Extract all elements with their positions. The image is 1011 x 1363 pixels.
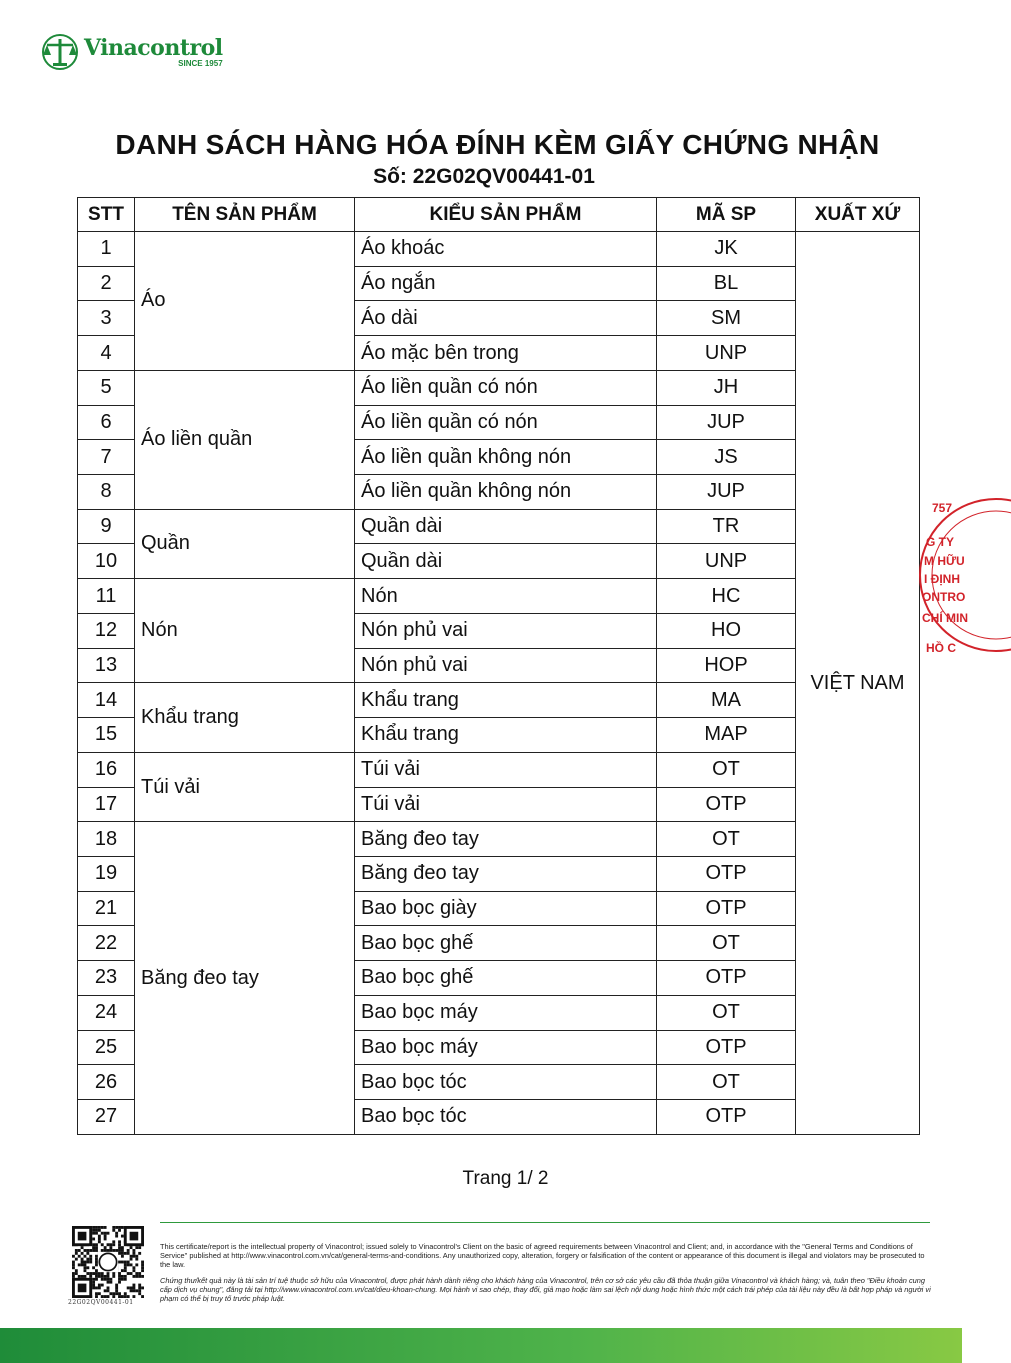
row-stt: 25 bbox=[78, 1030, 135, 1065]
stamp-line-1: 757 bbox=[932, 501, 953, 515]
product-type-cell: Khẩu trang bbox=[355, 683, 657, 718]
product-name-cell: Túi vải bbox=[135, 752, 355, 821]
product-code-cell: OT bbox=[657, 995, 796, 1030]
product-type-cell: Băng đeo tay bbox=[355, 856, 657, 891]
product-name-cell: Nón bbox=[135, 579, 355, 683]
product-code-cell: UNP bbox=[657, 544, 796, 579]
product-type-cell: Quần dài bbox=[355, 544, 657, 579]
col-header-product-type: KIỂU SẢN PHẨM bbox=[355, 198, 657, 232]
product-type-cell: Bao bọc ghế bbox=[355, 961, 657, 996]
product-type-cell: Bao bọc máy bbox=[355, 995, 657, 1030]
product-type-cell: Quần dài bbox=[355, 509, 657, 544]
product-type-cell: Áo liền quần có nón bbox=[355, 405, 657, 440]
footer-brand-bar bbox=[0, 1328, 962, 1363]
product-name-cell: Khẩu trang bbox=[135, 683, 355, 752]
brand-since: SINCE 1957 bbox=[178, 58, 223, 68]
col-header-product-code: MÃ SP bbox=[657, 198, 796, 232]
footer-legal-english: This certificate/report is the intellectual property of Vinacontrol; issued solely to Vinacontrol's Client on the basic of agreed requirements between Vinacontrol and Client; and, in accordance with the "General Terms and Conditions of Service" published at http://www.vinacontrol.com.vn/cat/general-terms-and-conditions. Any unauthorized copy, alteration, forgery or falsification of the content or appearance of this document is illegal and violators may be prosecuted to the law. bbox=[160, 1242, 925, 1269]
row-stt: 2 bbox=[78, 266, 135, 301]
row-stt: 12 bbox=[78, 613, 135, 648]
product-code-cell: OTP bbox=[657, 787, 796, 822]
col-header-product-name: TÊN SẢN PHẨM bbox=[135, 198, 355, 232]
stamp-line-3: M HỮU bbox=[924, 554, 965, 568]
product-type-cell: Áo ngắn bbox=[355, 266, 657, 301]
product-type-cell: Áo khoác bbox=[355, 232, 657, 267]
table-row bbox=[78, 579, 920, 614]
stamp-seal-icon bbox=[918, 490, 998, 660]
stamp-line-5: ONTRO bbox=[922, 590, 966, 604]
stamp-line-2: G TY bbox=[926, 535, 955, 549]
product-type-cell: Bao bọc tóc bbox=[355, 1099, 657, 1134]
table-header-row bbox=[78, 198, 920, 232]
vinacontrol-logo bbox=[40, 33, 223, 71]
product-code-cell: JS bbox=[657, 440, 796, 475]
product-code-cell: UNP bbox=[657, 336, 796, 371]
row-stt: 11 bbox=[78, 579, 135, 614]
row-stt: 19 bbox=[78, 856, 135, 891]
product-name-cell: Áo liền quần bbox=[135, 370, 355, 509]
row-stt: 9 bbox=[78, 509, 135, 544]
row-stt: 15 bbox=[78, 718, 135, 753]
product-code-cell: OTP bbox=[657, 1099, 796, 1134]
row-stt: 23 bbox=[78, 961, 135, 996]
product-type-cell: Túi vải bbox=[355, 752, 657, 787]
company-stamp bbox=[918, 490, 968, 660]
product-name-cell: Áo bbox=[135, 232, 355, 371]
product-code-cell: HO bbox=[657, 613, 796, 648]
product-type-cell: Bao bọc tóc bbox=[355, 1065, 657, 1100]
row-stt: 27 bbox=[78, 1099, 135, 1134]
goods-table bbox=[77, 197, 920, 1135]
product-type-cell: Bao bọc ghế bbox=[355, 926, 657, 961]
table-body bbox=[78, 232, 920, 1135]
row-stt: 4 bbox=[78, 336, 135, 371]
row-stt: 13 bbox=[78, 648, 135, 683]
scales-icon bbox=[40, 33, 80, 71]
product-code-cell: JUP bbox=[657, 405, 796, 440]
product-code-cell: HOP bbox=[657, 648, 796, 683]
row-stt: 10 bbox=[78, 544, 135, 579]
row-stt: 14 bbox=[78, 683, 135, 718]
qr-code-icon bbox=[72, 1226, 144, 1298]
origin-cell: VIỆT NAM bbox=[796, 232, 920, 1135]
page-number: Trang 1/ 2 bbox=[462, 1168, 549, 1189]
table-row bbox=[78, 822, 920, 857]
product-name-cell: Quần bbox=[135, 509, 355, 578]
table-row bbox=[78, 370, 920, 405]
product-code-cell: HC bbox=[657, 579, 796, 614]
product-code-cell: OTP bbox=[657, 961, 796, 996]
stamp-line-6: CHÍ MIN bbox=[922, 611, 968, 625]
product-code-cell: JK bbox=[657, 232, 796, 267]
product-type-cell: Băng đeo tay bbox=[355, 822, 657, 857]
footer-legal-vietnamese: Chứng thư/kết quả này là tài sản trí tuệ thuộc sở hữu của Vinacontrol, được phát hành dành riêng cho khách hàng của Vinacontrol, trên cơ sở các yêu cầu đã thỏa thuận giữa Vinacontrol và khách hàng; và, tuân theo "Điều khoản cung cấp dịch vụ chung", đăng tải tại http://www.vinacontrol.com.vn/cat/dieu-khoan-chung. Mọi hành vi sao chép, thay đổi, giả mạo hoặc làm sai lệch nội dung hoặc hình thức một cách trái phép của tài liệu này đều là bất hợp pháp và người vi phạm có thể bị truy tố trước pháp luật. bbox=[160, 1276, 931, 1303]
footer-divider bbox=[160, 1222, 930, 1223]
row-stt: 8 bbox=[78, 475, 135, 510]
product-code-cell: SM bbox=[657, 301, 796, 336]
row-stt: 6 bbox=[78, 405, 135, 440]
brand-name: Vinacontrol bbox=[84, 34, 223, 61]
product-code-cell: OTP bbox=[657, 1030, 796, 1065]
product-code-cell: OT bbox=[657, 752, 796, 787]
product-type-cell: Bao bọc giày bbox=[355, 891, 657, 926]
row-stt: 18 bbox=[78, 822, 135, 857]
product-code-cell: BL bbox=[657, 266, 796, 301]
product-code-cell: OT bbox=[657, 926, 796, 961]
row-stt: 24 bbox=[78, 995, 135, 1030]
product-type-cell: Áo liền quần không nón bbox=[355, 475, 657, 510]
table-row bbox=[78, 232, 920, 267]
product-name-cell: Băng đeo tay bbox=[135, 822, 355, 1135]
product-type-cell: Áo mặc bên trong bbox=[355, 336, 657, 371]
certificate-number: Số: 22G02QV00441-01 bbox=[373, 165, 595, 188]
col-header-origin: XUẤT XỨ bbox=[796, 198, 920, 232]
table-row bbox=[78, 509, 920, 544]
row-stt: 17 bbox=[78, 787, 135, 822]
product-type-cell: Áo liền quần có nón bbox=[355, 370, 657, 405]
product-type-cell: Nón phủ vai bbox=[355, 648, 657, 683]
row-stt: 7 bbox=[78, 440, 135, 475]
table-row bbox=[78, 752, 920, 787]
product-code-cell: OTP bbox=[657, 891, 796, 926]
row-stt: 1 bbox=[78, 232, 135, 267]
row-stt: 5 bbox=[78, 370, 135, 405]
table-row bbox=[78, 683, 920, 718]
product-code-cell: JH bbox=[657, 370, 796, 405]
product-code-cell: OT bbox=[657, 822, 796, 857]
row-stt: 3 bbox=[78, 301, 135, 336]
product-type-cell: Túi vải bbox=[355, 787, 657, 822]
row-stt: 26 bbox=[78, 1065, 135, 1100]
product-code-cell: OTP bbox=[657, 856, 796, 891]
product-type-cell: Nón phủ vai bbox=[355, 613, 657, 648]
product-type-cell: Áo liền quần không nón bbox=[355, 440, 657, 475]
product-type-cell: Áo dài bbox=[355, 301, 657, 336]
product-code-cell: JUP bbox=[657, 475, 796, 510]
stamp-line-7: HỒ C bbox=[926, 641, 956, 655]
row-stt: 21 bbox=[78, 891, 135, 926]
qr-code-text: 22G02QV00441-01 bbox=[68, 1299, 134, 1306]
stamp-line-4: I ĐỊNH bbox=[924, 572, 960, 586]
product-type-cell: Nón bbox=[355, 579, 657, 614]
row-stt: 22 bbox=[78, 926, 135, 961]
document-title: DANH SÁCH HÀNG HÓA ĐÍNH KÈM GIẤY CHỨNG NHẬN bbox=[115, 129, 880, 160]
product-type-cell: Khẩu trang bbox=[355, 718, 657, 753]
product-code-cell: MA bbox=[657, 683, 796, 718]
col-header-stt: STT bbox=[78, 198, 135, 232]
product-code-cell: MAP bbox=[657, 718, 796, 753]
product-code-cell: TR bbox=[657, 509, 796, 544]
row-stt: 16 bbox=[78, 752, 135, 787]
product-type-cell: Bao bọc máy bbox=[355, 1030, 657, 1065]
product-code-cell: OT bbox=[657, 1065, 796, 1100]
